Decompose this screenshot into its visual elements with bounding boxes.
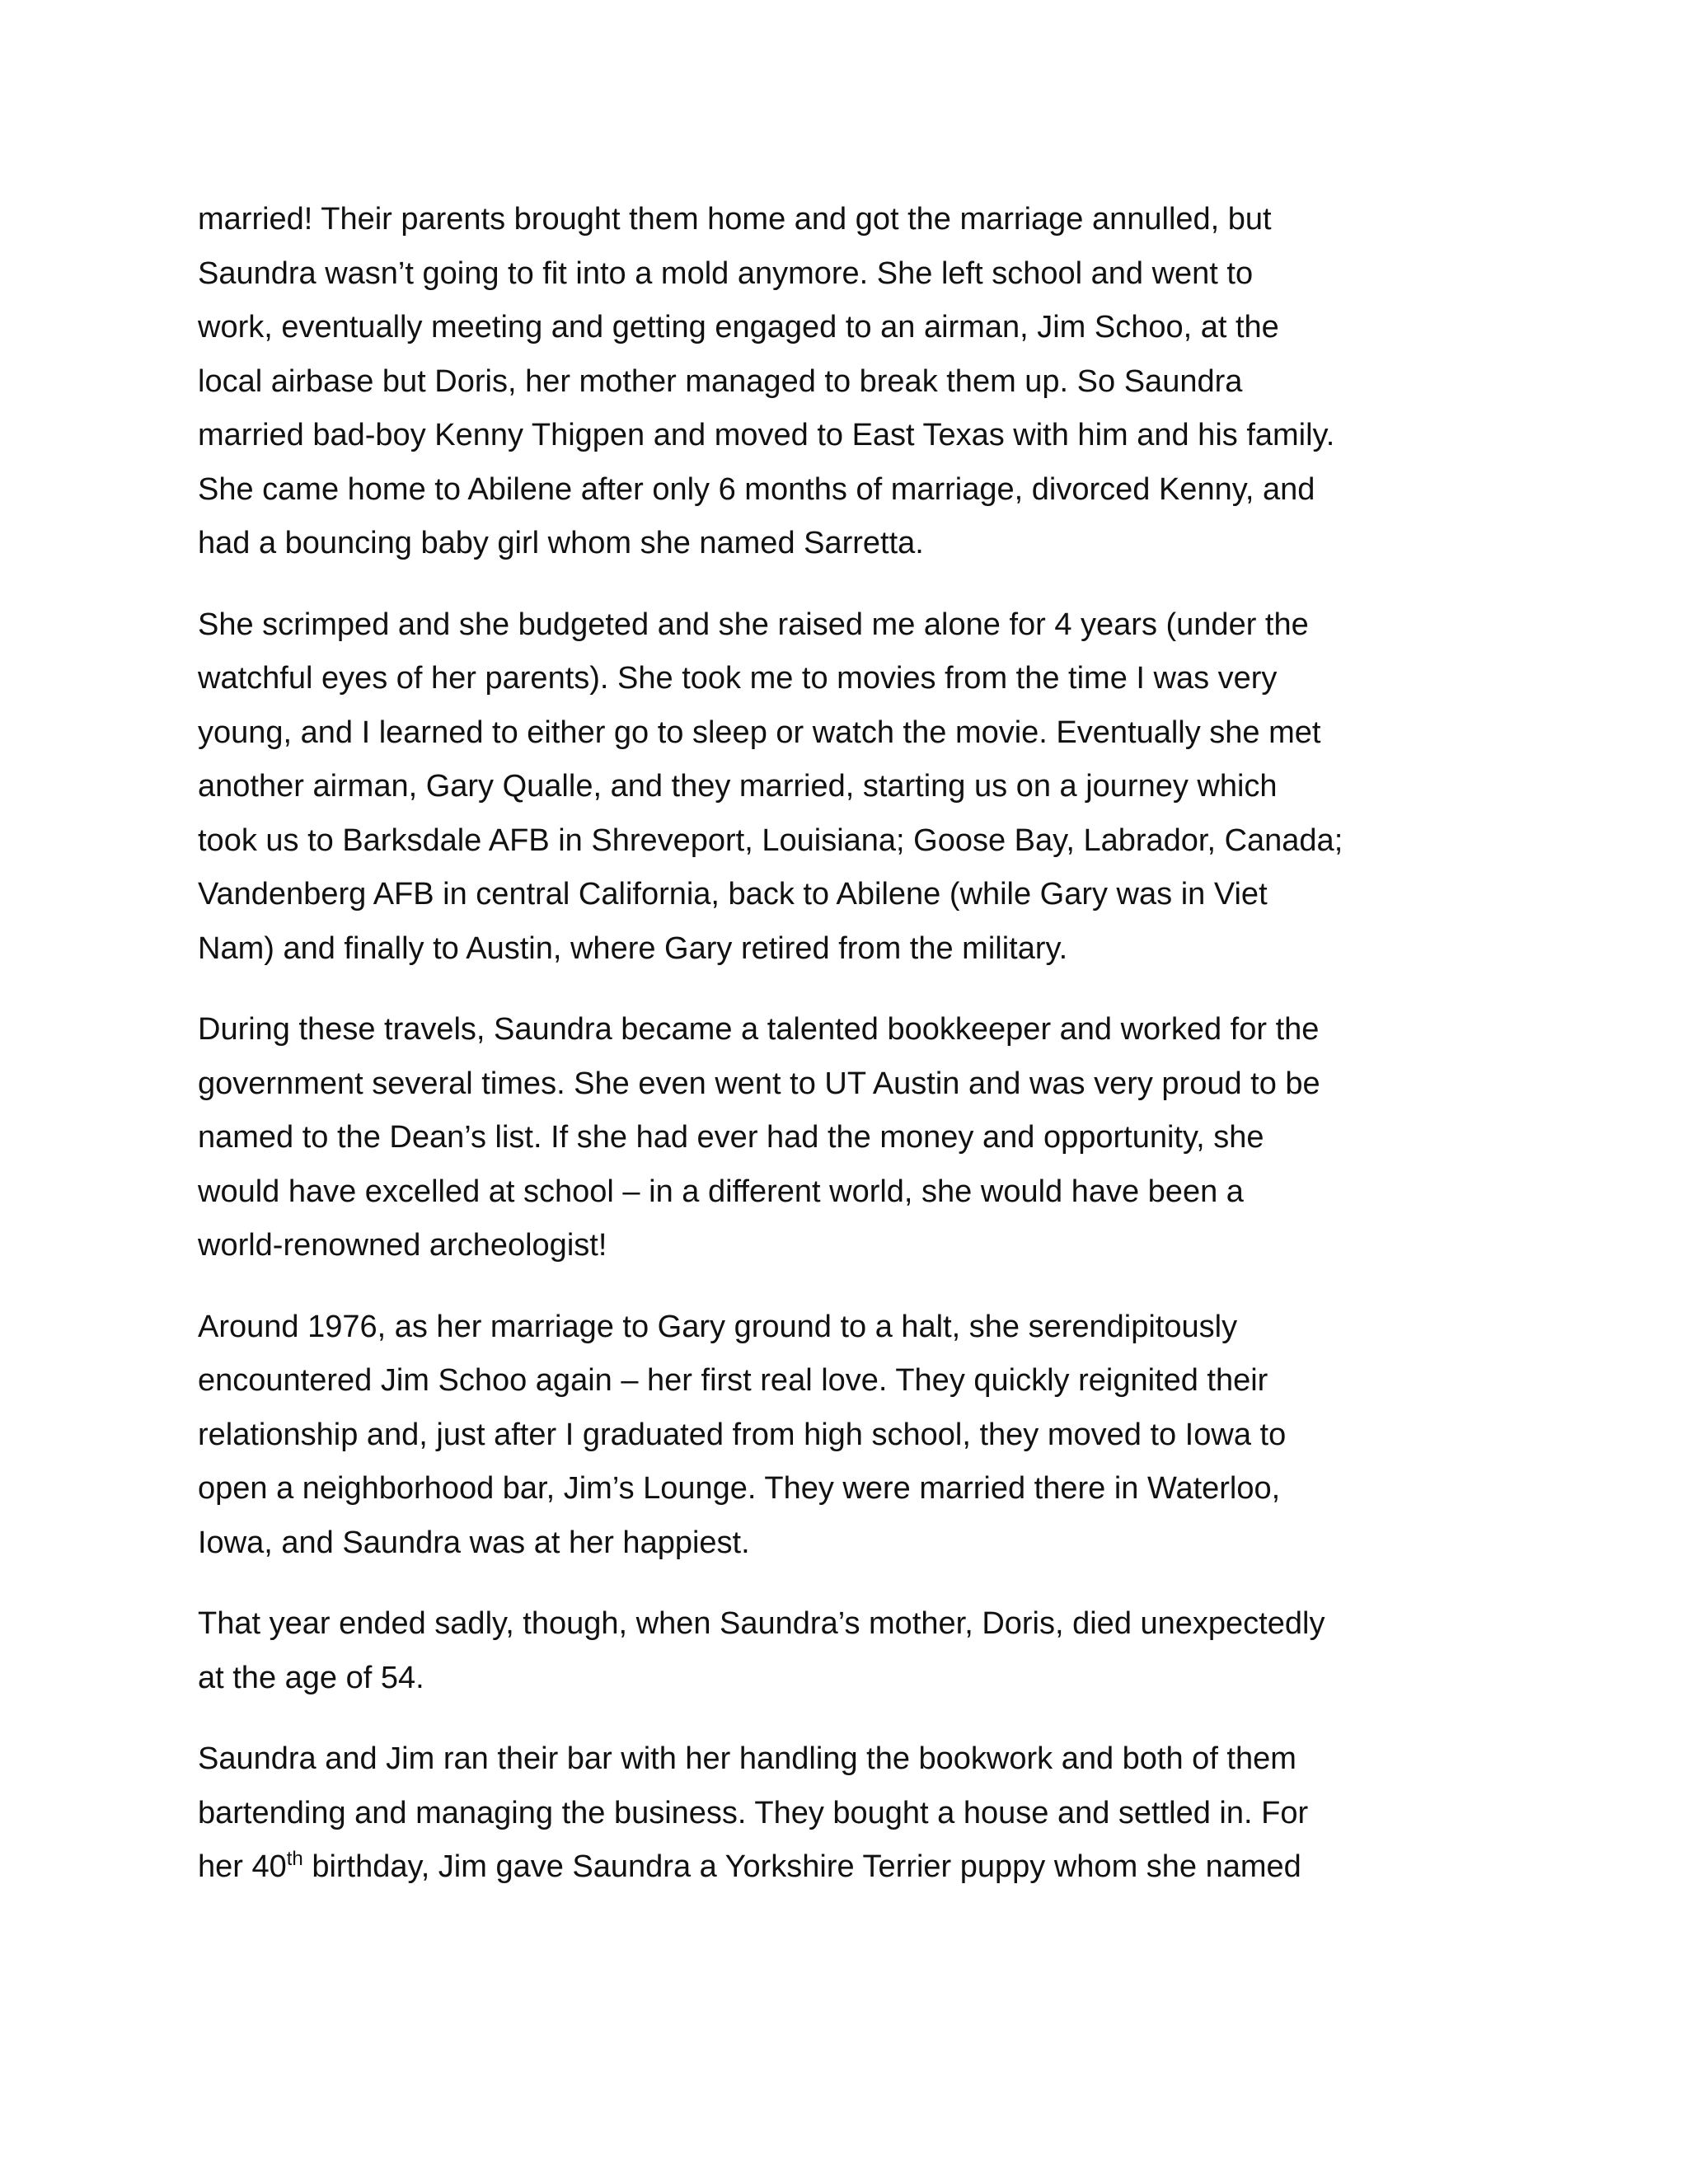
- text-line: married bad-boy Kenny Thigpen and moved to East Texas with him and his family.: [198, 418, 1335, 452]
- text-line: had a bouncing baby girl whom she named Sarretta.: [198, 526, 924, 560]
- text-line-with-superscript: [198, 1840, 1533, 1895]
- text-line: would have excelled at school – in a different world, she would have been a: [198, 1174, 1244, 1209]
- text-line: She scrimped and she budgeted and she raised me alone for 4 years (under the: [198, 607, 1309, 642]
- paragraph-4: [198, 1301, 1533, 1571]
- text-line: work, eventually meeting and getting engaged to an airman, Jim Schoo, at the: [198, 310, 1279, 344]
- text-line: Iowa, and Saundra was at her happiest.: [198, 1525, 750, 1560]
- paragraph-6: [198, 1732, 1533, 1895]
- text-line: Saundra and Jim ran their bar with her handling the bookwork and both of them: [198, 1741, 1296, 1776]
- text-line: government several times. She even went to UT Austin and was very proud to be: [198, 1066, 1320, 1101]
- text-line: Around 1976, as her marriage to Gary ground to a halt, she serendipitously: [198, 1309, 1238, 1344]
- text-line: another airman, Gary Qualle, and they married, starting us on a journey which: [198, 769, 1278, 804]
- paragraph-5: [198, 1597, 1533, 1705]
- text-line: She came home to Abilene after only 6 months of marriage, divorced Kenny, and: [198, 471, 1315, 507]
- document-body: [198, 193, 1533, 1922]
- text-line: took us to Barksdale AFB in Shreveport, Louisiana; Goose Bay, Labrador, Canada;: [198, 823, 1343, 858]
- text-line: named to the Dean’s list. If she had ever had the money and opportunity, she: [198, 1120, 1264, 1155]
- text-line: local airbase but Doris, her mother managed to break them up. So Saundra: [198, 363, 1243, 399]
- text-line: young, and I learned to either go to sleep or watch the movie. Eventually she met: [198, 715, 1321, 750]
- paragraph-2: [198, 598, 1533, 977]
- text-line: open a neighborhood bar, Jim’s Lounge. They were married there in Waterloo,: [198, 1471, 1281, 1506]
- text-line: married! Their parents brought them home and got the marriage annulled, but: [198, 202, 1272, 237]
- text-line: at the age of 54.: [198, 1660, 424, 1695]
- text-line: Nam) and finally to Austin, where Gary retired from the military.: [198, 930, 1068, 966]
- paragraph-1: [198, 193, 1533, 571]
- text-line: Vandenberg AFB in central California, back to Abilene (while Gary was in Viet: [198, 877, 1268, 912]
- ordinal-superscript: th: [286, 1848, 303, 1870]
- paragraph-3: [198, 1003, 1533, 1273]
- text-line: bartending and managing the business. They bought a house and settled in. For: [198, 1795, 1309, 1830]
- line-text-after: birthday, Jim gave Saundra a Yorkshire Terrier puppy whom she named: [302, 1849, 1301, 1884]
- text-line: watchful eyes of her parents). She took me to movies from the time I was very: [198, 661, 1278, 696]
- text-line: world-renowned archeologist!: [198, 1228, 607, 1263]
- line-text-before: her 40: [198, 1849, 287, 1884]
- text-line: Saundra wasn’t going to fit into a mold anymore. She left school and went to: [198, 255, 1254, 291]
- text-line: During these travels, Saundra became a talented bookkeeper and worked for the: [198, 1012, 1320, 1047]
- text-line: encountered Jim Schoo again – her first real love. They quickly reignited their: [198, 1363, 1268, 1398]
- text-line: relationship and, just after I graduated from high school, they moved to Iowa to: [198, 1417, 1287, 1452]
- text-line: That year ended sadly, though, when Saundra’s mother, Doris, died unexpectedly: [198, 1606, 1325, 1641]
